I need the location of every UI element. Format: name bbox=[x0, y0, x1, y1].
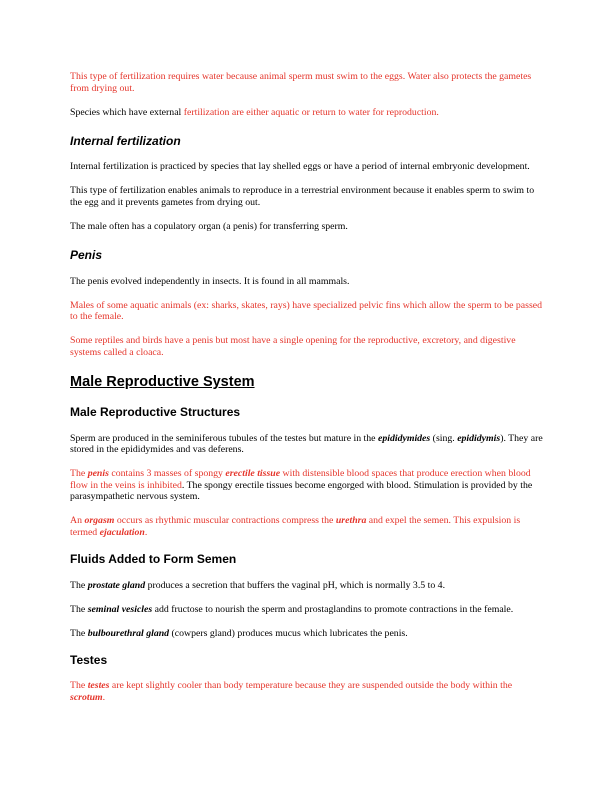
text-run: The penis evolved independently in insects. It is found in all mammals. bbox=[70, 275, 350, 287]
text-run: . bbox=[144, 526, 148, 538]
text-run: (cowpers gland) produces mucus which lubricates the penis. bbox=[169, 627, 408, 639]
paragraph-aquatic-pelvic-fins bbox=[70, 300, 545, 323]
text-run: The bbox=[70, 680, 88, 692]
term-emphasis: ejaculation bbox=[99, 526, 145, 538]
text-run: fertilization are either aquatic or return to water for reproduction. bbox=[183, 106, 439, 118]
paragraph-testes-scrotum bbox=[70, 680, 545, 703]
text-run: with distensible blood spaces that produce erection when blood flow in the veins is inhibited bbox=[70, 468, 531, 491]
text-run: Species which have external bbox=[70, 106, 184, 118]
paragraph-external-species bbox=[70, 107, 545, 119]
text-run: ). They are stored in the epididymides and vas deferens. bbox=[70, 432, 543, 456]
paragraph-penis-evolution bbox=[70, 276, 545, 288]
text-run: Fluids Added to Form Semen bbox=[70, 552, 237, 567]
paragraph-sperm-production bbox=[70, 433, 545, 456]
text-run: An bbox=[70, 515, 85, 527]
text-run: and expel the semen. This expulsion is termed bbox=[70, 515, 521, 538]
text-run: Male Reproductive Structures bbox=[70, 405, 241, 420]
heading-male-reproductive-structures bbox=[70, 405, 545, 419]
term-emphasis: epididymis bbox=[457, 432, 501, 444]
text-run: . The spongy erectile tissues become engorged with blood. Stimulation is provided by the parasympathetic nervous system. bbox=[70, 479, 533, 503]
text-run: Some reptiles and birds have a penis but most have a single opening for the reproductive, excretory, and digestive systems called a cloaca. bbox=[70, 335, 516, 358]
heading-fluids-added-to-form-semen bbox=[70, 552, 545, 566]
text-run: The bbox=[70, 468, 88, 480]
heading-male-reproductive-system bbox=[70, 374, 545, 391]
term-emphasis: bulbourethral gland bbox=[87, 627, 170, 639]
text-run: Internal fertilization bbox=[70, 134, 181, 149]
paragraph-copulatory-organ bbox=[70, 221, 545, 233]
term-emphasis: seminal vesicles bbox=[87, 603, 153, 615]
heading-internal-fertilization bbox=[70, 134, 545, 148]
term-emphasis: epididymides bbox=[377, 432, 431, 444]
text-run: This type of fertilization requires water because animal sperm must swim to the eggs. Water also protects the gametes from drying out. bbox=[70, 71, 532, 94]
text-run: Penis bbox=[70, 248, 103, 263]
heading-penis bbox=[70, 248, 545, 262]
term-emphasis: penis bbox=[87, 468, 109, 480]
text-run: Males of some aquatic animals (ex: sharks, skates, rays) have specialized pelvic fins which allow the sperm to be passed to the female. bbox=[70, 299, 543, 323]
paragraph-terrestrial-environment bbox=[70, 185, 545, 208]
term-emphasis: prostate gland bbox=[87, 579, 146, 591]
term-emphasis: scrotum bbox=[70, 691, 103, 703]
text-run: occurs as rhythmic muscular contractions compress the bbox=[114, 515, 336, 527]
text-run: produces a secretion that buffers the vaginal pH, which is normally 3.5 to 4. bbox=[145, 579, 446, 591]
heading-testes bbox=[70, 653, 545, 667]
term-emphasis: testes bbox=[87, 680, 110, 692]
paragraph-internal-fertilization-species bbox=[70, 161, 545, 173]
text-run: The bbox=[70, 603, 88, 615]
text-run: The bbox=[70, 627, 88, 639]
paragraph-bulbourethral-gland bbox=[70, 628, 545, 640]
text-run: contains 3 masses of spongy bbox=[108, 468, 226, 480]
text-run: This type of fertilization enables animals to reproduce in a terrestrial environment because it enables sperm to swim to the egg and it prevents gametes from drying out. bbox=[70, 185, 535, 208]
text-run: Internal fertilization is practiced by species that lay shelled eggs or have a period of internal embryonic development. bbox=[70, 161, 530, 173]
term-emphasis: orgasm bbox=[84, 515, 115, 527]
paragraph-prostate-gland bbox=[70, 580, 545, 592]
text-run: The male often has a copulatory organ (a penis) for transferring sperm. bbox=[70, 220, 348, 232]
text-run: are kept slightly cooler than body temperature because they are suspended outside the body within the bbox=[109, 680, 513, 692]
paragraph-seminal-vesicles bbox=[70, 604, 545, 616]
paragraph-external-fertilization-water bbox=[70, 71, 545, 94]
text-run: add fructose to nourish the sperm and prostaglandins to promote contractions in the female. bbox=[152, 603, 514, 615]
paragraph-orgasm-ejaculation bbox=[70, 515, 545, 538]
term-emphasis: erectile tissue bbox=[225, 468, 281, 480]
text-run: . bbox=[102, 691, 106, 703]
text-run: (sing. bbox=[430, 432, 458, 444]
paragraph-erectile-tissue bbox=[70, 468, 545, 503]
text-run: Male Reproductive System bbox=[70, 374, 255, 391]
text-run: The bbox=[70, 579, 88, 591]
paragraph-cloaca bbox=[70, 335, 545, 358]
text-run: Sperm are produced in the seminiferous tubules of the testes but mature in the bbox=[70, 432, 378, 444]
term-emphasis: urethra bbox=[335, 515, 367, 527]
text-run: Testes bbox=[70, 653, 108, 668]
